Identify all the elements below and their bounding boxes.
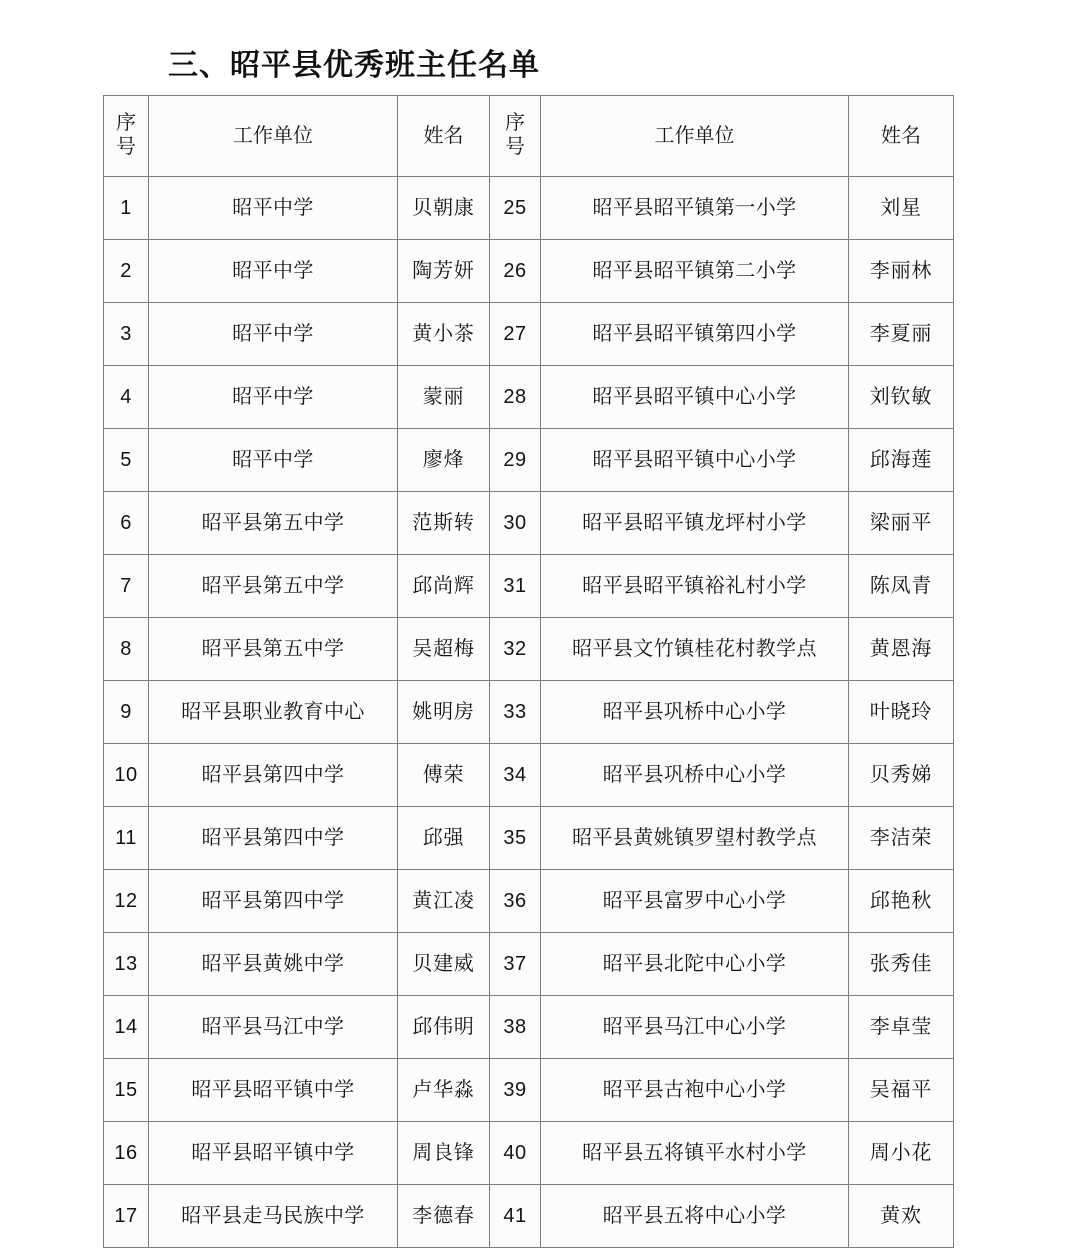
cell-unit-left: 昭平县走马民族中学 <box>149 1185 398 1248</box>
cell-name-right: 刘星 <box>849 177 954 240</box>
cell-name-right: 周小花 <box>849 1122 954 1185</box>
cell-seq-left: 9 <box>104 681 149 744</box>
column-header-seq-right <box>490 96 541 177</box>
cell-name-right: 黄恩海 <box>849 618 954 681</box>
cell-name-right: 黄欢 <box>849 1185 954 1248</box>
table-row <box>104 807 954 870</box>
cell-unit-left: 昭平县职业教育中心 <box>149 681 398 744</box>
table-row <box>104 492 954 555</box>
cell-unit-left: 昭平县第四中学 <box>149 744 398 807</box>
cell-name-right: 李卓莹 <box>849 996 954 1059</box>
cell-unit-left: 昭平县黄姚中学 <box>149 933 398 996</box>
column-header-name-right: 姓名 <box>849 96 954 177</box>
cell-unit-left: 昭平县第五中学 <box>149 618 398 681</box>
cell-name-right: 叶晓玲 <box>849 681 954 744</box>
cell-unit-left: 昭平中学 <box>149 240 398 303</box>
roster-table <box>103 95 954 1248</box>
table-row <box>104 618 954 681</box>
cell-name-right: 梁丽平 <box>849 492 954 555</box>
cell-seq-left: 15 <box>104 1059 149 1122</box>
table-row <box>104 429 954 492</box>
cell-seq-left: 6 <box>104 492 149 555</box>
column-header-seq-left <box>104 96 149 177</box>
cell-name-left: 邱强 <box>398 807 490 870</box>
table-row <box>104 555 954 618</box>
cell-seq-right: 25 <box>490 177 541 240</box>
cell-seq-right: 26 <box>490 240 541 303</box>
cell-name-left: 邱伟明 <box>398 996 490 1059</box>
cell-unit-left: 昭平中学 <box>149 177 398 240</box>
cell-seq-right: 27 <box>490 303 541 366</box>
cell-name-left: 黄小茶 <box>398 303 490 366</box>
cell-unit-right: 昭平县昭平镇中心小学 <box>541 366 849 429</box>
cell-unit-right: 昭平县五将中心小学 <box>541 1185 849 1248</box>
cell-unit-right: 昭平县巩桥中心小学 <box>541 744 849 807</box>
table-row <box>104 681 954 744</box>
cell-name-right: 李夏丽 <box>849 303 954 366</box>
cell-seq-left: 10 <box>104 744 149 807</box>
cell-seq-left: 11 <box>104 807 149 870</box>
cell-name-left: 周良锋 <box>398 1122 490 1185</box>
cell-seq-right: 35 <box>490 807 541 870</box>
cell-name-left: 贝建威 <box>398 933 490 996</box>
page-title: 三、昭平县优秀班主任名单 <box>168 49 540 82</box>
cell-seq-right: 32 <box>490 618 541 681</box>
cell-name-right: 张秀佳 <box>849 933 954 996</box>
cell-unit-right: 昭平县北陀中心小学 <box>541 933 849 996</box>
cell-seq-right: 30 <box>490 492 541 555</box>
cell-seq-right: 34 <box>490 744 541 807</box>
cell-unit-right: 昭平县富罗中心小学 <box>541 870 849 933</box>
cell-name-right: 刘钦敏 <box>849 366 954 429</box>
cell-seq-right: 39 <box>490 1059 541 1122</box>
cell-name-right: 吴福平 <box>849 1059 954 1122</box>
table-row <box>104 366 954 429</box>
cell-name-left: 傅荣 <box>398 744 490 807</box>
cell-seq-left: 8 <box>104 618 149 681</box>
table-row <box>104 996 954 1059</box>
table-row <box>104 1185 954 1248</box>
cell-unit-left: 昭平中学 <box>149 303 398 366</box>
cell-name-right: 邱艳秋 <box>849 870 954 933</box>
cell-unit-right: 昭平县古袍中心小学 <box>541 1059 849 1122</box>
cell-name-right: 贝秀娣 <box>849 744 954 807</box>
cell-name-right: 邱海莲 <box>849 429 954 492</box>
cell-seq-left: 2 <box>104 240 149 303</box>
cell-seq-right: 29 <box>490 429 541 492</box>
cell-unit-right: 昭平县巩桥中心小学 <box>541 681 849 744</box>
cell-name-left: 邱尚辉 <box>398 555 490 618</box>
column-header-unit-left: 工作单位 <box>149 96 398 177</box>
table-header-row <box>104 96 954 177</box>
cell-name-left: 贝朝康 <box>398 177 490 240</box>
cell-name-left: 陶芳妍 <box>398 240 490 303</box>
seq-header-line2: 号 <box>116 135 136 158</box>
cell-unit-right: 昭平县昭平镇第一小学 <box>541 177 849 240</box>
cell-seq-right: 37 <box>490 933 541 996</box>
cell-name-right: 李丽林 <box>849 240 954 303</box>
cell-seq-right: 41 <box>490 1185 541 1248</box>
table-row <box>104 933 954 996</box>
cell-unit-right: 昭平县昭平镇中心小学 <box>541 429 849 492</box>
column-header-name-left: 姓名 <box>398 96 490 177</box>
cell-seq-left: 4 <box>104 366 149 429</box>
cell-name-left: 卢华淼 <box>398 1059 490 1122</box>
cell-unit-left: 昭平中学 <box>149 366 398 429</box>
cell-unit-left: 昭平县第四中学 <box>149 807 398 870</box>
table-row <box>104 1059 954 1122</box>
cell-seq-right: 40 <box>490 1122 541 1185</box>
table-row <box>104 870 954 933</box>
cell-seq-left: 7 <box>104 555 149 618</box>
table-row <box>104 744 954 807</box>
cell-seq-right: 28 <box>490 366 541 429</box>
cell-unit-right: 昭平县马江中心小学 <box>541 996 849 1059</box>
cell-seq-left: 1 <box>104 177 149 240</box>
cell-seq-right: 31 <box>490 555 541 618</box>
cell-unit-left: 昭平县昭平镇中学 <box>149 1059 398 1122</box>
cell-unit-right: 昭平县昭平镇龙坪村小学 <box>541 492 849 555</box>
cell-unit-left: 昭平县第五中学 <box>149 492 398 555</box>
cell-unit-right: 昭平县文竹镇桂花村教学点 <box>541 618 849 681</box>
seq-header-line1: 序 <box>116 112 136 135</box>
cell-unit-left: 昭平县昭平镇中学 <box>149 1122 398 1185</box>
seq-header-line2: 号 <box>505 135 525 158</box>
cell-seq-right: 33 <box>490 681 541 744</box>
cell-unit-right: 昭平县昭平镇裕礼村小学 <box>541 555 849 618</box>
cell-name-right: 陈凤青 <box>849 555 954 618</box>
cell-seq-left: 3 <box>104 303 149 366</box>
cell-name-left: 黄江凌 <box>398 870 490 933</box>
cell-seq-left: 16 <box>104 1122 149 1185</box>
cell-unit-right: 昭平县昭平镇第二小学 <box>541 240 849 303</box>
cell-unit-right: 昭平县黄姚镇罗望村教学点 <box>541 807 849 870</box>
roster-table-container <box>103 95 953 1248</box>
column-header-unit-right: 工作单位 <box>541 96 849 177</box>
cell-seq-left: 14 <box>104 996 149 1059</box>
cell-seq-right: 36 <box>490 870 541 933</box>
cell-unit-left: 昭平中学 <box>149 429 398 492</box>
table-row <box>104 1122 954 1185</box>
seq-header-line1: 序 <box>505 112 525 135</box>
cell-seq-left: 13 <box>104 933 149 996</box>
cell-name-left: 蒙丽 <box>398 366 490 429</box>
cell-seq-left: 17 <box>104 1185 149 1248</box>
cell-seq-left: 5 <box>104 429 149 492</box>
cell-unit-left: 昭平县马江中学 <box>149 996 398 1059</box>
cell-unit-right: 昭平县昭平镇第四小学 <box>541 303 849 366</box>
cell-name-left: 廖烽 <box>398 429 490 492</box>
cell-unit-left: 昭平县第四中学 <box>149 870 398 933</box>
table-header <box>104 96 954 177</box>
cell-name-left: 吴超梅 <box>398 618 490 681</box>
table-row <box>104 177 954 240</box>
cell-name-left: 李德春 <box>398 1185 490 1248</box>
cell-unit-left: 昭平县第五中学 <box>149 555 398 618</box>
table-row <box>104 240 954 303</box>
cell-name-right: 李洁荣 <box>849 807 954 870</box>
cell-seq-right: 38 <box>490 996 541 1059</box>
cell-name-left: 姚明房 <box>398 681 490 744</box>
table-row <box>104 303 954 366</box>
cell-seq-left: 12 <box>104 870 149 933</box>
table-body <box>104 177 954 1248</box>
cell-unit-right: 昭平县五将镇平水村小学 <box>541 1122 849 1185</box>
cell-name-left: 范斯转 <box>398 492 490 555</box>
